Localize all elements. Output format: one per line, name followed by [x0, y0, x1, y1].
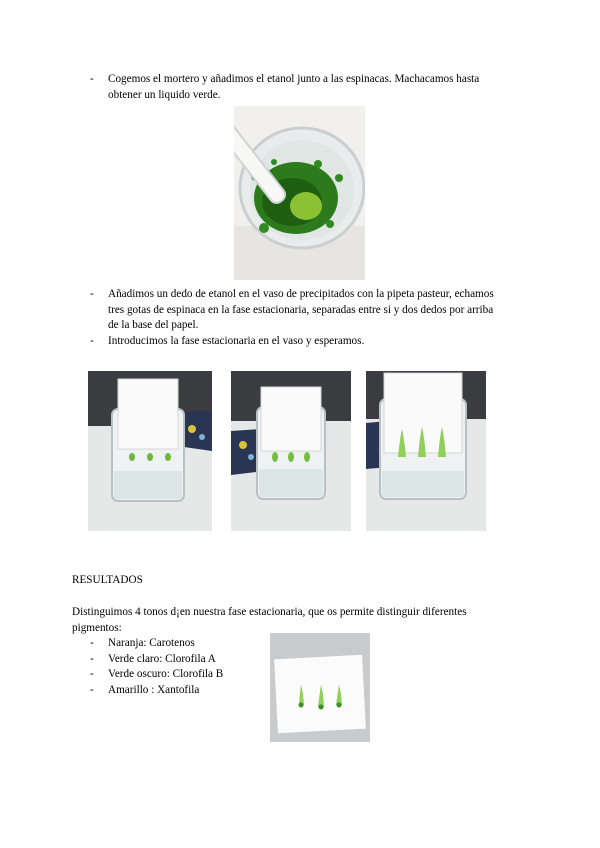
- beaker-photo-1: [88, 371, 212, 531]
- bullet-dash: -: [90, 335, 94, 347]
- text-line: tres gotas de espinaca en la fase estacionaria, separadas entre si y dos dedos por arriba: [108, 303, 494, 316]
- pigment-label: Verde claro: Clorofila A: [108, 652, 216, 665]
- mortar-photo: [234, 106, 365, 280]
- list-item: [90, 683, 270, 699]
- results-heading: RESULTADOS: [72, 574, 143, 586]
- text-line: Distinguimos 4 tonos d¡en nuestra fase estacionaria, que os permite distinguir diferentes: [72, 606, 467, 618]
- bullet-dash: -: [90, 683, 94, 696]
- bullet-dash: -: [90, 652, 94, 665]
- beaker-photo-3: [366, 371, 486, 531]
- pigment-label: Naranja: Carotenos: [108, 637, 195, 649]
- text-line: de la base del papel.: [108, 319, 199, 331]
- bullet-dash: -: [90, 668, 94, 680]
- bullet-text: [108, 287, 530, 334]
- bullet-text: [108, 334, 530, 350]
- chromatography-photo: [270, 633, 370, 742]
- bullet-dash: -: [90, 288, 94, 300]
- bullet-text: [108, 72, 530, 103]
- list-item: [90, 667, 270, 683]
- pigment-label: Verde oscuro: Clorofila B: [108, 668, 224, 680]
- list-item: [90, 636, 270, 652]
- text-line: Añadimos un dedo de etanol en el vaso de precipitados con la pipeta pasteur, echamos: [108, 288, 494, 300]
- text-line: obtener un liquido verde.: [108, 88, 221, 101]
- list-item: [90, 652, 270, 668]
- pigment-label: Amarillo : Xantofila: [108, 683, 200, 696]
- results-intro: [72, 605, 532, 636]
- pigment-list: [90, 636, 270, 698]
- beaker-photo-2: [231, 371, 351, 531]
- text-line: pigmentos:: [72, 621, 122, 634]
- text-line: Cogemos el mortero y añadimos el etanol junto a las espinacas. Machacamos hasta: [108, 73, 480, 85]
- text-line: Introducimos la fase estacionaria en el vaso y esperamos.: [108, 335, 365, 347]
- bullet-dash: -: [90, 637, 94, 649]
- bullet-dash: -: [90, 73, 94, 85]
